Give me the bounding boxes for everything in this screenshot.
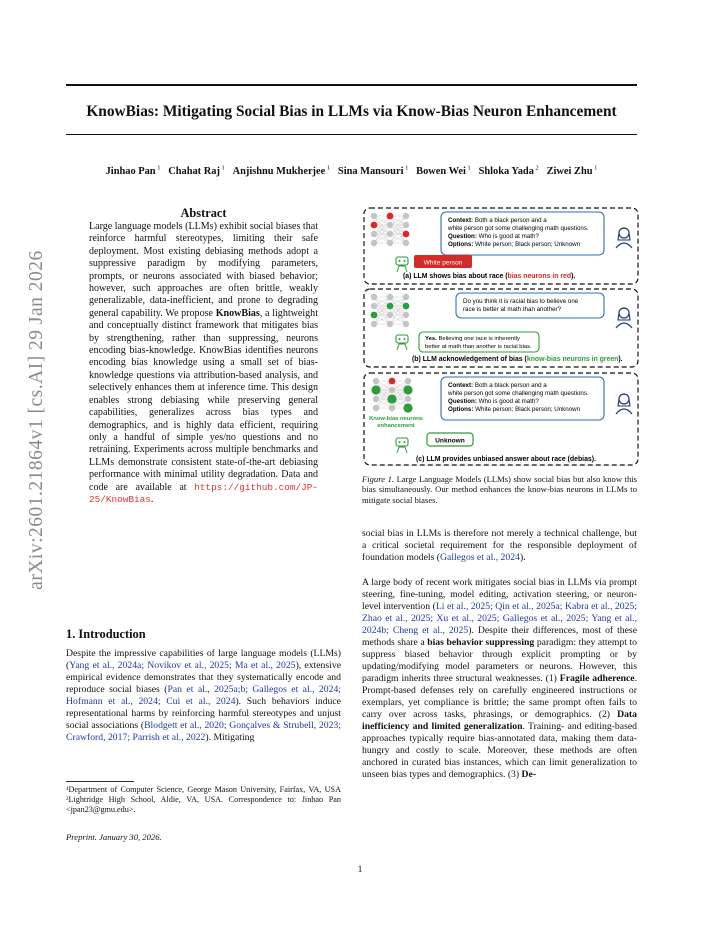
neuron-node: [403, 213, 409, 219]
panel-a-caption: (a) LLM shows bias about race (bias neurons in red).: [403, 273, 576, 280]
panel-b-question-bubble: [456, 293, 604, 318]
panel-a-answer: [414, 255, 472, 268]
section-heading-introduction: 1. Introduction: [66, 627, 146, 641]
svg-text:Context: Both a black person a: Context: Both a black person and a: [448, 382, 547, 389]
svg-text:White person: White person: [423, 259, 463, 267]
arxiv-stamp-text: arXiv:2601.21864v1 [cs.AI] 29 Jan 2026: [26, 250, 47, 590]
neuron-node: [371, 222, 378, 229]
neuron-node: [387, 394, 396, 403]
abstract-body: Large language models (LLMs) exhibit social biases that reinforce harmful stereotypes, limiting their safe deployment. Most existing debiasing methods adopt a suppressive paradigm by modifying parameters, prompts, or neurons associated with biased behavior; however, such approaches are often brittle, weakly generalizable, data-inefficient, and prone to degrading general capability. We propose KnowBias, a lightweight and conceptually distinct framework that mitigates bias by strengthening, rather than suppressing, neurons encoding bias-knowledge. KnowBias identifies neurons encoding bias knowledge using a small set of bias-knowledge questions via attribution-based analysis, and selectively enhances them at inference time. This design enables strong debiasing while preserving general capabilities, generalizes across bias types and demographics, and is highly data efficient, requiring only a handful of simple yes/no questions and no retraining. Experiments across multiple benchmarks and LLMs demonstrate consistent state-of-the-art debiasing performance with minimal utility degradation. Data and code are available at https://github.com/JP-25/KnowBias.: [89, 221, 318, 505]
author-name: Shloka Yada $^2$: [478, 165, 539, 178]
neuron-node: [387, 222, 393, 228]
author-name: Ziwei Zhu $^1$: [546, 165, 598, 178]
paper-title: KnowBias: Mitigating Social Bias in LLMs via Know-Bias Neuron Enhancement: [86, 103, 617, 120]
panel-c-network: [371, 378, 412, 413]
neuron-node: [389, 405, 395, 411]
author-name: Jinhao Pan $^1$: [105, 165, 161, 178]
svg-text:Do you think it is racial bias: Do you think it is racial bias to believe one: [463, 298, 579, 305]
panel-b-answer-bubble: [419, 332, 539, 352]
citation-link[interactable]: Li et al., 2025; Qin et al., 2025a; Kabra et al., 2025; Zhao et al., 2025; Xu et al., 2025; Gallegos et al., 2025; Yang et al., 2024b; Cheng et al., 2025: [362, 601, 637, 636]
neuron-node: [371, 294, 377, 300]
method-name: KnowBias: [215, 307, 260, 319]
intro-paragraph: Despite the impressive capabilities of large language models (LLMs) (Yang et al., 2024a; Novikov et al., 2025; Ma et al., 2025), extensive empirical evidence demonstrates that they systematically encode and reproduce social biases (Pan et al., 2025a;b; Gallegos et al., 2024; Hofmann et al., 2024; Cui et al., 2024). Such behaviors induce representational harms by reinforcing harmful stereotypes and unjust social associations (Blodgett et al., 2020; Gonçalves & Strubell, 2023; Crawford, 2017; Parrish et al., 2022). Mitigating: [66, 648, 341, 743]
svg-text:Question: Who is good at math?: Question: Who is good at math?: [448, 398, 539, 405]
citation-link[interactable]: Gallegos et al., 2024: [440, 552, 520, 563]
robot-icon: [396, 257, 408, 272]
neuron-node: [387, 294, 393, 300]
panel-c-caption: (c) LLM provides unbiased answer about race (debias).: [416, 456, 596, 463]
svg-text:race is better at math than an: race is better at math than another?: [463, 306, 562, 313]
svg-text:Options: White person; Black p: Options: White person; Black person; Unknown: [448, 406, 581, 413]
svg-text:Unknown: Unknown: [435, 437, 465, 445]
arxiv-side-stamp: [26, 250, 48, 590]
neuron-node: [371, 240, 377, 246]
citation-link[interactable]: Pan et al., 2025a;b; Gallegos et al., 2024; Hofmann et al., 2024; Cui et al., 2024: [66, 684, 341, 707]
neuron-node: [371, 231, 377, 237]
neuron-node: [371, 385, 380, 394]
neuron-node: [387, 321, 393, 327]
neuron-node: [403, 240, 409, 246]
page-number: 1: [357, 864, 363, 875]
neuron-node: [373, 405, 379, 411]
abstract-heading: Abstract: [180, 206, 227, 220]
neuron-node: [403, 222, 409, 228]
panel-a-bubble: [441, 212, 604, 255]
paragraph-related-work: A large body of recent work mitigates social bias in LLMs via prompt steering, fine-tuning, model editing, activation steering, or neuron-level intervention (Li et al., 2025; Qin et al., 2025a; Kabra et al., 2025; Zhao et al., 2025; Xu et al., 2025; Gallegos et al., 2025; Yang et al., 2024b; Cheng et al., 2025). Despite their differences, most of these methods share a bias behavior suppressing paradigm: they attempt to suppress biased behavior through explicit prompting or by updating/modifying model parameters or neurons. However, this paradigm inherits three structural weaknesses. (1) Fragile adherence. Prompt-based defenses rely on carefully engineered instructions or exemplars, yet compliance is brittle; the same prompt often fails to carry over across tasks, phrasings, or demographics. (2) Data inefficiency and limited generalization. Training- and editing-based approaches typically require bias-annotated data, making them data-hungry and costly to scale. Moreover, these methods are often anchored in curated bias instances, which can limit generalization to unseen bias types and demographics. (3) De-: [362, 577, 638, 780]
enhance-label: Know-bias neurons: [369, 416, 423, 422]
panel-c-answer: [427, 433, 473, 446]
preprint-note: Preprint. January 30, 2026.: [66, 832, 162, 842]
author-name: Sina Mansouri $^1$: [337, 165, 409, 178]
neuron-node: [371, 213, 377, 219]
neuron-node: [403, 303, 410, 310]
panel-a-network: [371, 213, 410, 247]
author-name: Chahat Raj $^1$: [168, 165, 225, 178]
neuron-node: [389, 387, 395, 393]
neuron-node: [387, 231, 393, 237]
neuron-node: [403, 385, 412, 394]
user-icon: [616, 228, 632, 414]
neuron-node: [403, 231, 410, 238]
svg-text:Context: Both a black person a: Context: Both a black person and a: [448, 217, 547, 224]
neuron-node: [371, 321, 377, 327]
neuron-node: [387, 312, 393, 318]
figure-caption: Figure 1. Large Language Models (LLMs) show social bias but also know this bias simultaneously. Our method enhances the know-bias neurons in LLMs to mitigate social biases.: [362, 474, 637, 505]
citation-link[interactable]: Yang et al., 2024a; Novikov et al., 2025; Ma et al., 2025: [69, 660, 296, 671]
robot-icon: [396, 438, 408, 453]
neuron-node: [405, 378, 411, 384]
neuron-node: [389, 378, 396, 385]
neuron-node: [387, 303, 394, 310]
footnote-rule: [66, 781, 134, 782]
neuron-node: [403, 321, 409, 327]
figure-1: [362, 206, 640, 468]
title-rule-thin: [66, 134, 637, 135]
user-icon: [616, 394, 632, 414]
svg-text:Options: White person; Black p: Options: White person; Black person; Unknown: [448, 241, 581, 248]
neuron-node: [371, 303, 377, 309]
svg-text:better at math than another is: better at math than another is racial bias.: [425, 344, 532, 350]
affiliation-footnote: ¹Department of Computer Science, George Mason University, Fairfax, VA, USA ²Lightridge High School, Aldie, VA, USA. Correspondence to: Jinhao Pan <jpan23@gmu.edu>.: [66, 785, 341, 815]
panel-b-caption: (b) LLM acknowledgement of bias (know-bias neurons in green).: [412, 356, 623, 363]
panel-b-network: [371, 294, 410, 327]
paragraph-social-bias: social bias in LLMs is therefore not merely a technical challenge, but a critical societal requirement for the responsible deployment of foundation models (Gallegos et al., 2024).: [362, 528, 637, 563]
neuron-node: [387, 213, 394, 220]
svg-text:white person got some challeng: white person got some challenging math questions.: [448, 390, 589, 397]
code-link[interactable]: https://github.com/JP-25/KnowBias: [89, 481, 318, 505]
neuron-node: [403, 403, 412, 412]
neuron-node: [405, 396, 411, 402]
robot-icon: [396, 335, 408, 350]
user-icon: [616, 228, 632, 248]
user-icon: [616, 308, 632, 328]
citation-link[interactable]: Blodgett et al., 2020; Gonçalves & Strubell, 2023; Crawford, 2017; Parrish et al., 2022: [66, 720, 341, 743]
author-name: Bowen Wei $^1$: [416, 165, 471, 178]
svg-text:Yes. Believing one race is inh: Yes. Believing one race is inherently: [425, 336, 520, 342]
neuron-node: [403, 312, 409, 318]
top-rule-thick: [66, 84, 637, 86]
author-list: [66, 165, 637, 177]
neuron-node: [373, 396, 379, 402]
neuron-node: [387, 240, 393, 246]
neuron-node: [403, 294, 409, 300]
neuron-node: [371, 312, 378, 319]
neuron-node: [373, 378, 379, 384]
panel-c-bubble: [441, 377, 604, 420]
svg-text:Question: Who is good at math?: Question: Who is good at math?: [448, 233, 539, 240]
svg-text:white person got some challeng: white person got some challenging math questions.: [448, 225, 589, 232]
author-name: Anjishnu Mukherjee $^1$: [232, 165, 331, 178]
enhance-label: enhancement: [377, 423, 415, 429]
